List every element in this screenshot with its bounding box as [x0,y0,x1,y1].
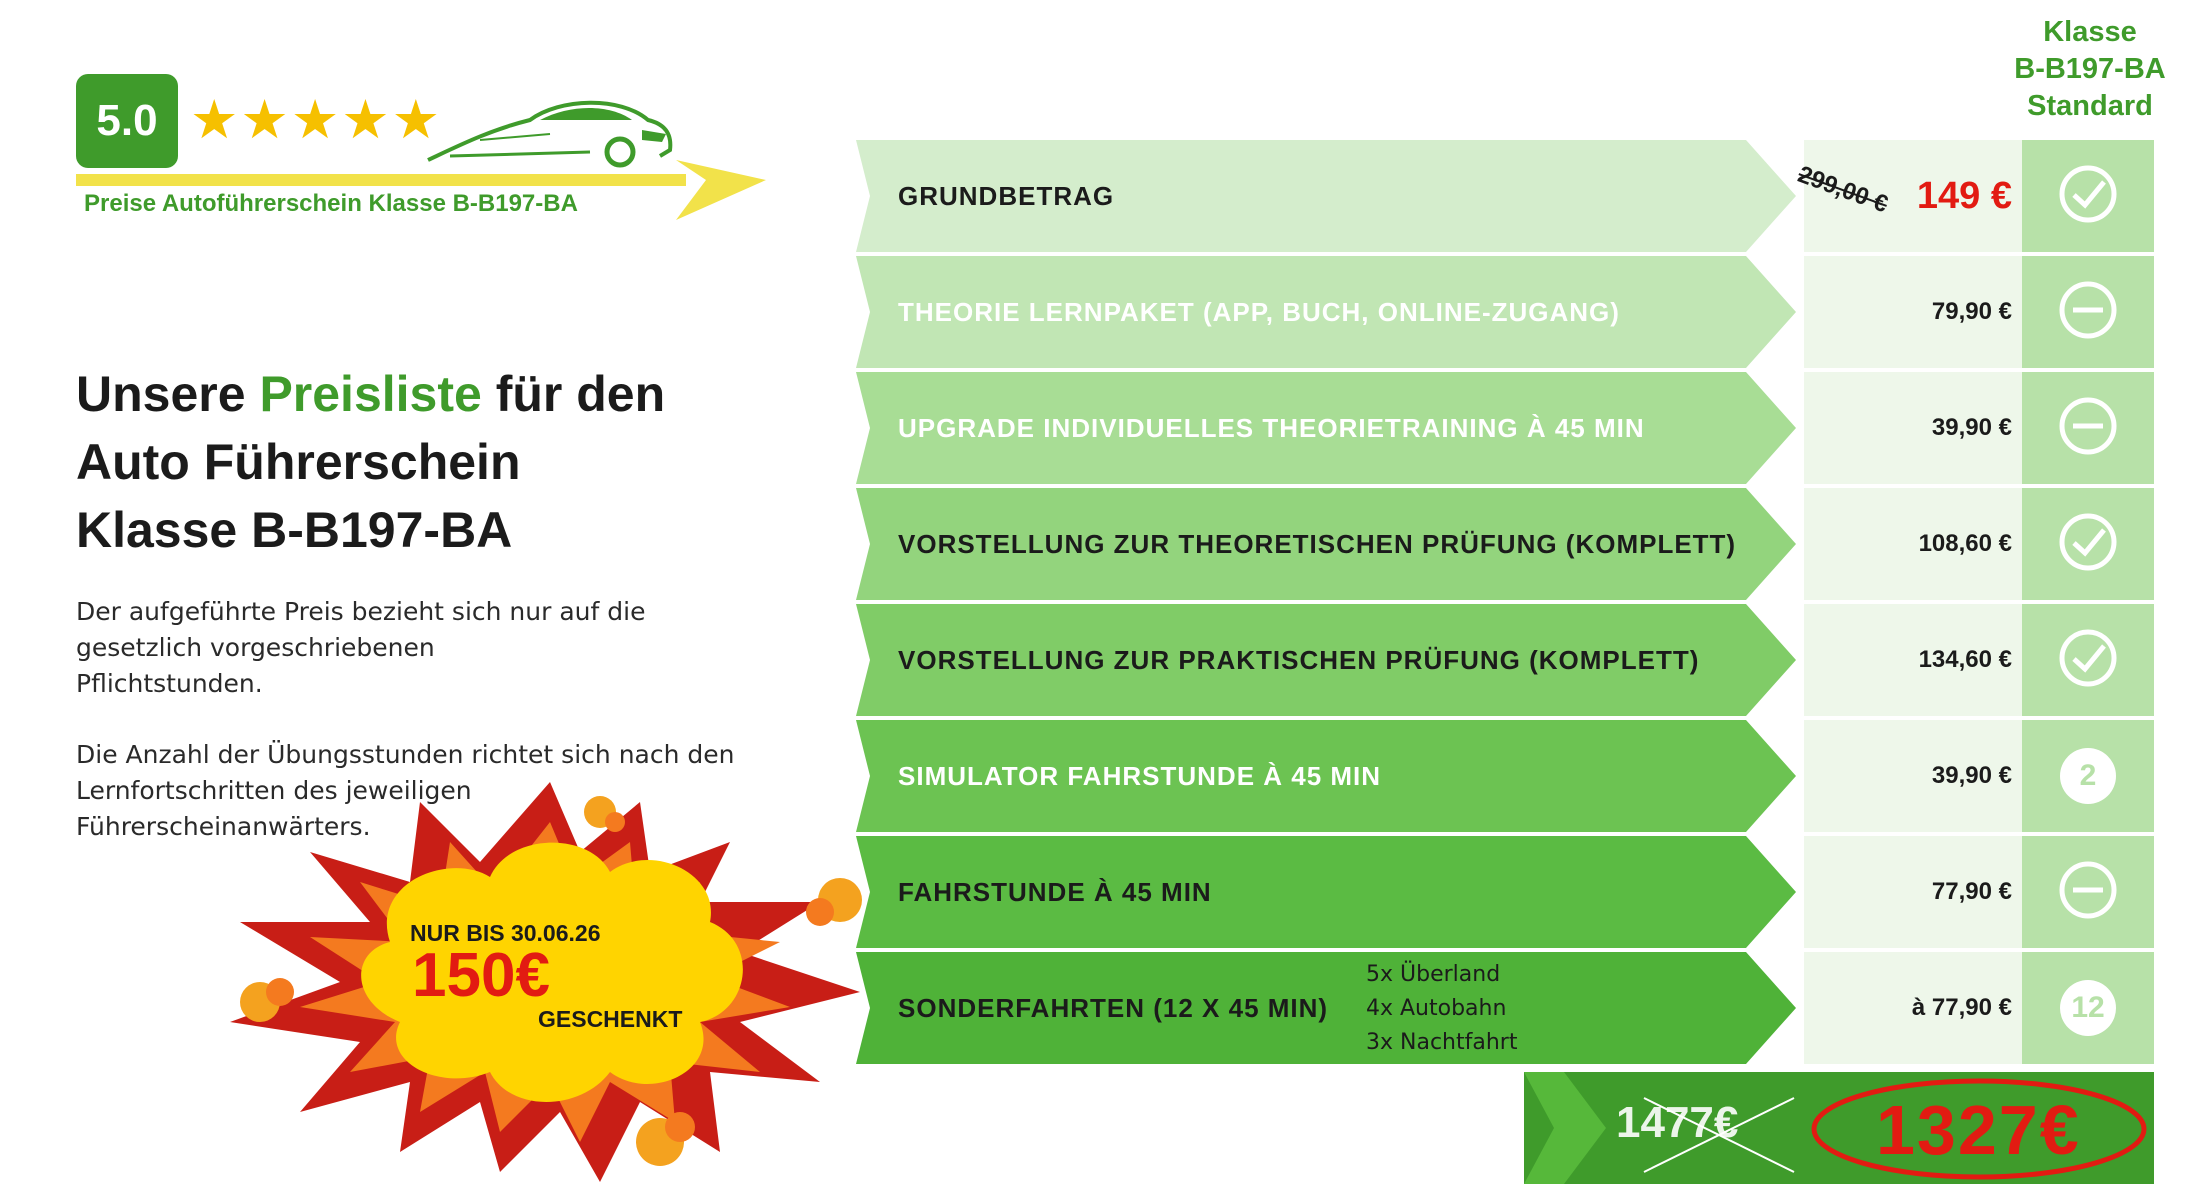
count-badge: 2 [2060,748,2116,804]
table-row [856,488,2154,600]
extras-item: 4x Autobahn [1366,996,1507,1021]
rating-badge [76,74,178,168]
row-label: UPGRADE INDIVIDUELLES THEORIETRAINING À 45 MIN [898,412,1645,443]
paragraph-line: gesetzlich vorgeschriebenen [76,633,435,662]
total-old-price: 1477€ [1616,1098,1739,1147]
extras-item: 5x Überland [1366,962,1501,987]
info-paragraph-1 [76,594,776,702]
old-price: 299,00 € [1794,160,1892,219]
row-label: FAHRSTUNDE À 45 MIN [898,876,1212,907]
mark-cell [2022,720,2154,832]
promo-amount: 150€ [412,941,550,1010]
explosion-badge-icon [220,782,880,1182]
row-label: SIMULATOR FAHRSTUNDE À 45 MIN [898,760,1382,791]
row-price: 108,60 € [1918,530,2012,557]
column-header [1990,14,2190,125]
promo-gift-label: GESCHENKT [538,1006,683,1032]
promo-deadline: NUR BIS 30.06.26 [410,920,601,946]
title-part-1: Unsere [76,366,260,422]
row-label: SONDERFAHRTEN (12 X 45 MIN) [898,992,1329,1023]
minus-icon [2058,280,2118,345]
minus-icon [2058,860,2118,925]
row-label: THEORIE LERNPAKET (APP, BUCH, ONLINE-ZUGANG) [898,296,1620,327]
table-row [856,256,2154,368]
table-row [856,604,2154,716]
table-row [856,140,2154,252]
paragraph-line: Lernfortschritten des jeweiligen [76,776,472,805]
car-logo-icon [420,90,680,170]
check-icon [2058,628,2118,693]
check-icon [2058,512,2118,577]
page-title [76,360,776,564]
mark-cell [2022,488,2154,600]
count-badge: 12 [2060,980,2116,1036]
row-price: 77,90 € [1931,878,2012,905]
mark-cell [2022,372,2154,484]
table-row [856,836,2154,948]
table-row [856,952,2154,1064]
title-part-2: für den [481,366,666,422]
table-row [856,372,2154,484]
row-price: 39,90 € [1931,414,2012,441]
mark-cell [2022,256,2154,368]
column-header-line: B-B197-BA [2014,53,2166,85]
row-price: à 77,90 € [1911,994,2012,1021]
title-accent: Preisliste [259,366,482,422]
row-label: GRUNDBETRAG [898,180,1115,211]
row-price: 134,60 € [1918,646,2012,673]
mark-cell [2022,836,2154,948]
logo-caption: Preise Autoführerschein Klasse B-B197-BA [84,190,578,217]
column-header-line: Klasse [2043,16,2137,48]
mark-cell [2022,604,2154,716]
row-price: 39,90 € [1931,762,2012,789]
row-price: 79,90 € [1931,298,2012,325]
title-line-2: Auto Führerschein [76,434,521,490]
rating-value: 5.0 [96,96,158,145]
mark-cell [2022,952,2154,1064]
table-row [856,720,2154,832]
paragraph-line: Die Anzahl der Übungsstunden richtet sich nach den [76,740,735,769]
check-icon [2058,164,2118,229]
rating-stars: ★★★★★ [190,90,443,150]
total-new-price: 1327€ [1876,1091,2081,1169]
row-label: VORSTELLUNG ZUR PRAKTISCHEN PRÜFUNG (KOMPLETT) [898,644,1700,675]
paragraph-line: Pflichtstunden. [76,669,263,698]
mark-cell [2022,140,2154,252]
title-line-3: Klasse B-B197-BA [76,502,513,558]
extras-item: 3x Nachtfahrt [1366,1030,1518,1055]
paragraph-line: Führerscheinanwärters. [76,812,371,841]
row-price: 149 € [1916,174,2012,217]
column-header-line: Standard [2027,90,2153,122]
paragraph-line: Der aufgeführte Preis bezieht sich nur auf die [76,597,646,626]
minus-icon [2058,396,2118,461]
row-extras [1366,958,1517,1060]
row-label: VORSTELLUNG ZUR THEORETISCHEN PRÜFUNG (KOMPLETT) [898,528,1737,559]
